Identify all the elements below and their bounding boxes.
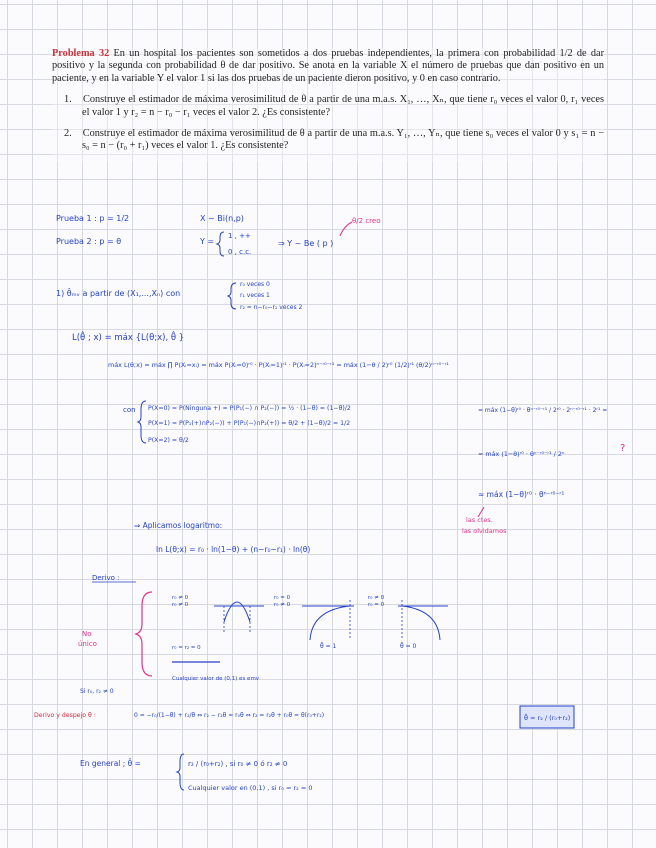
note-r0: r₀ veces 0: [240, 281, 270, 288]
case1-guides: [224, 606, 250, 632]
note-y-case2: 0 , c.c.: [228, 248, 252, 256]
note-likelihood: L(θ̂ ; x) = máx {L(θ;x), θ̂ }: [72, 333, 185, 343]
note-ctes-1: las ctes.: [466, 516, 493, 524]
case3-a: r₀ ≠ 0: [368, 595, 385, 601]
note-max-likelihood: máx L(θ;x) = máx ∏ P(Xᵢ=xᵢ) = máx P(Xᵢ=0)ʳ⁰ · P(Xᵢ=1)ʳ¹ · P(Xᵢ=2)ⁿ⁻ʳ⁰⁻ʳ¹ = máx (1−θ / 2)ʳ⁰ (1/2)ʳ¹ (θ/2)ⁿ⁻ʳ⁰⁻ʳ¹: [108, 361, 449, 369]
note-log-label: ⇒ Aplicamos logaritmo:: [134, 521, 223, 530]
note-despejo-label: Derivo y despejo θ :: [34, 712, 96, 719]
note-px1: P(X=1) = P(P₁(+)∩P₂(−)) + P(P₁(−)∩P₂(+)) = θ/2 + (1−θ)/2 = 1/2: [148, 420, 351, 427]
case2-a: r₀ = 0: [274, 595, 291, 601]
arrow-creo: [340, 222, 352, 236]
note-derivo: Derivo :: [92, 574, 120, 582]
note-px0: P(X=0) = P(Ninguna +) = P(P₁(−) ∩ P₂(−)) = ½ · (1−θ) = (1−θ)/2: [148, 405, 351, 412]
item-number: 2.: [64, 128, 72, 140]
note-si: Si r₀, r₂ ≠ 0: [80, 688, 114, 695]
note-result: θ̂ = r₂ / (r₀+r₂): [524, 714, 571, 722]
note-r1: r₁ veces 1: [240, 292, 270, 299]
item-number: 1.: [64, 94, 72, 106]
note-general-2: Cualquier valor en (0,1) , si r₀ = r₂ = 0: [188, 784, 313, 792]
case4-cond: r₀ = r₂ = 0: [172, 645, 201, 651]
case1-b: r₀ ≠ 0: [172, 602, 189, 608]
note-log-equation: ln L(θ;x) = r₀ · ln(1−θ) + (n−r₀−r₁) · ln(θ): [156, 545, 311, 554]
problem-text: En un hospital los pacientes son sometidos a dos pruebas independientes, la primera con probabilidad 1/2 de dar positivo y la segunda con probabilidad θ de dar positivo. Se anota en la variable X el número de pruebas que dan positivo en un paciente, y en la variable Y el valor 1 si las dos pruebas de un paciente dieron positivo, y 0 en caso contrario.: [52, 48, 604, 84]
case4-note: Cualquier valor de (0,1) es emv: [172, 676, 260, 682]
note-y-case1: 1 , ++: [228, 232, 251, 240]
item-text: Construye el estimador de máxima verosimilitud de θ a partir de una m.a.s. X₁, …, Xₙ, que tiene r₀ veces el valor 0, r₁ veces el valor 1 y r₂ = n − r₀ − r₁ veces el valor 2. ¿Es consistente?: [82, 94, 604, 118]
note-y-label: Y =: [200, 237, 215, 246]
note-prueba-2: Prueba 2 : p = θ: [56, 237, 122, 246]
case2-b: r₀ ≠ 0: [274, 602, 291, 608]
note-ctes-2: las olvidamos: [462, 527, 507, 535]
note-con: con: [123, 406, 136, 414]
brace-no-unico: [136, 592, 152, 676]
note-x-distribution: X ~ Bi(n,p): [200, 214, 244, 223]
brace-y: [217, 232, 224, 256]
note-max-step3: ≈ máx (1−θ)ʳ⁰ · θⁿ⁻ʳ⁰⁻ʳ¹: [478, 490, 565, 499]
case2-result: θ̂ = 1: [320, 643, 337, 650]
brace-probs: [138, 401, 146, 443]
case3-result: θ̂ = 0: [400, 643, 417, 650]
note-question: ?: [620, 443, 626, 454]
item-text: Construye el estimador de máxima verosimilitud de θ a partir de una m.a.s. Y₁, …, Yₙ, que tiene s₀ veces el valor 0 y s₁ = n − s₀ = n − (r₀ + r₁) veces el valor 1. ¿Es consistente?: [82, 128, 605, 152]
note-r2: r₂ = n−r₀−r₁ veces 2: [240, 304, 303, 311]
case2-curve: [302, 606, 354, 640]
note-max-step2: = máx (1−θ)ʳ⁰ · θⁿ⁻ʳ⁰⁻ʳ¹ / 2ⁿ: [478, 450, 565, 458]
note-despejo-eq: 0 = −r₀/(1−θ) + r₂/θ ⇔ r₂ − r₂θ = r₀θ ⇔ r₂ = r₂θ + r₀θ = θ(r₀+r₂): [134, 712, 325, 719]
note-general-1: r₂ / (r₀+r₂) , si r₀ ≠ 0 ó r₂ ≠ 0: [188, 760, 288, 768]
brace-general: [177, 754, 184, 790]
case3-b: r₀ = 0: [368, 602, 385, 608]
case1-curve: [214, 602, 264, 622]
note-max-step1: = máx (1−θ)ʳ⁰ · θⁿ⁻ʳ⁰⁻ʳ¹ / 2ʳ⁰ · 2ⁿ⁻ʳ⁰⁻ʳ¹ · 2ʳ¹ =: [478, 407, 608, 414]
note-general: En general ; θ̂ =: [80, 759, 141, 768]
brace-r: [228, 283, 236, 309]
case3-curve: [398, 606, 448, 640]
note-prueba-1: Prueba 1 : p = 1/2: [56, 214, 130, 223]
note-no: No: [82, 630, 92, 638]
note-px2: P(X=2) = θ/2: [148, 437, 189, 444]
problem-title: Problema 32: [52, 48, 110, 59]
note-creo: θ/2 creo: [352, 217, 381, 225]
note-unico: único: [78, 640, 97, 648]
note-item1: 1) θ̂ₘᵥ a partir de (X₁,...,Xₙ) con: [56, 289, 181, 298]
case1-a: r₀ ≠ 0: [172, 595, 189, 601]
note-y-bernoulli: ⇒ Y ~ Be ( p ): [278, 239, 334, 248]
